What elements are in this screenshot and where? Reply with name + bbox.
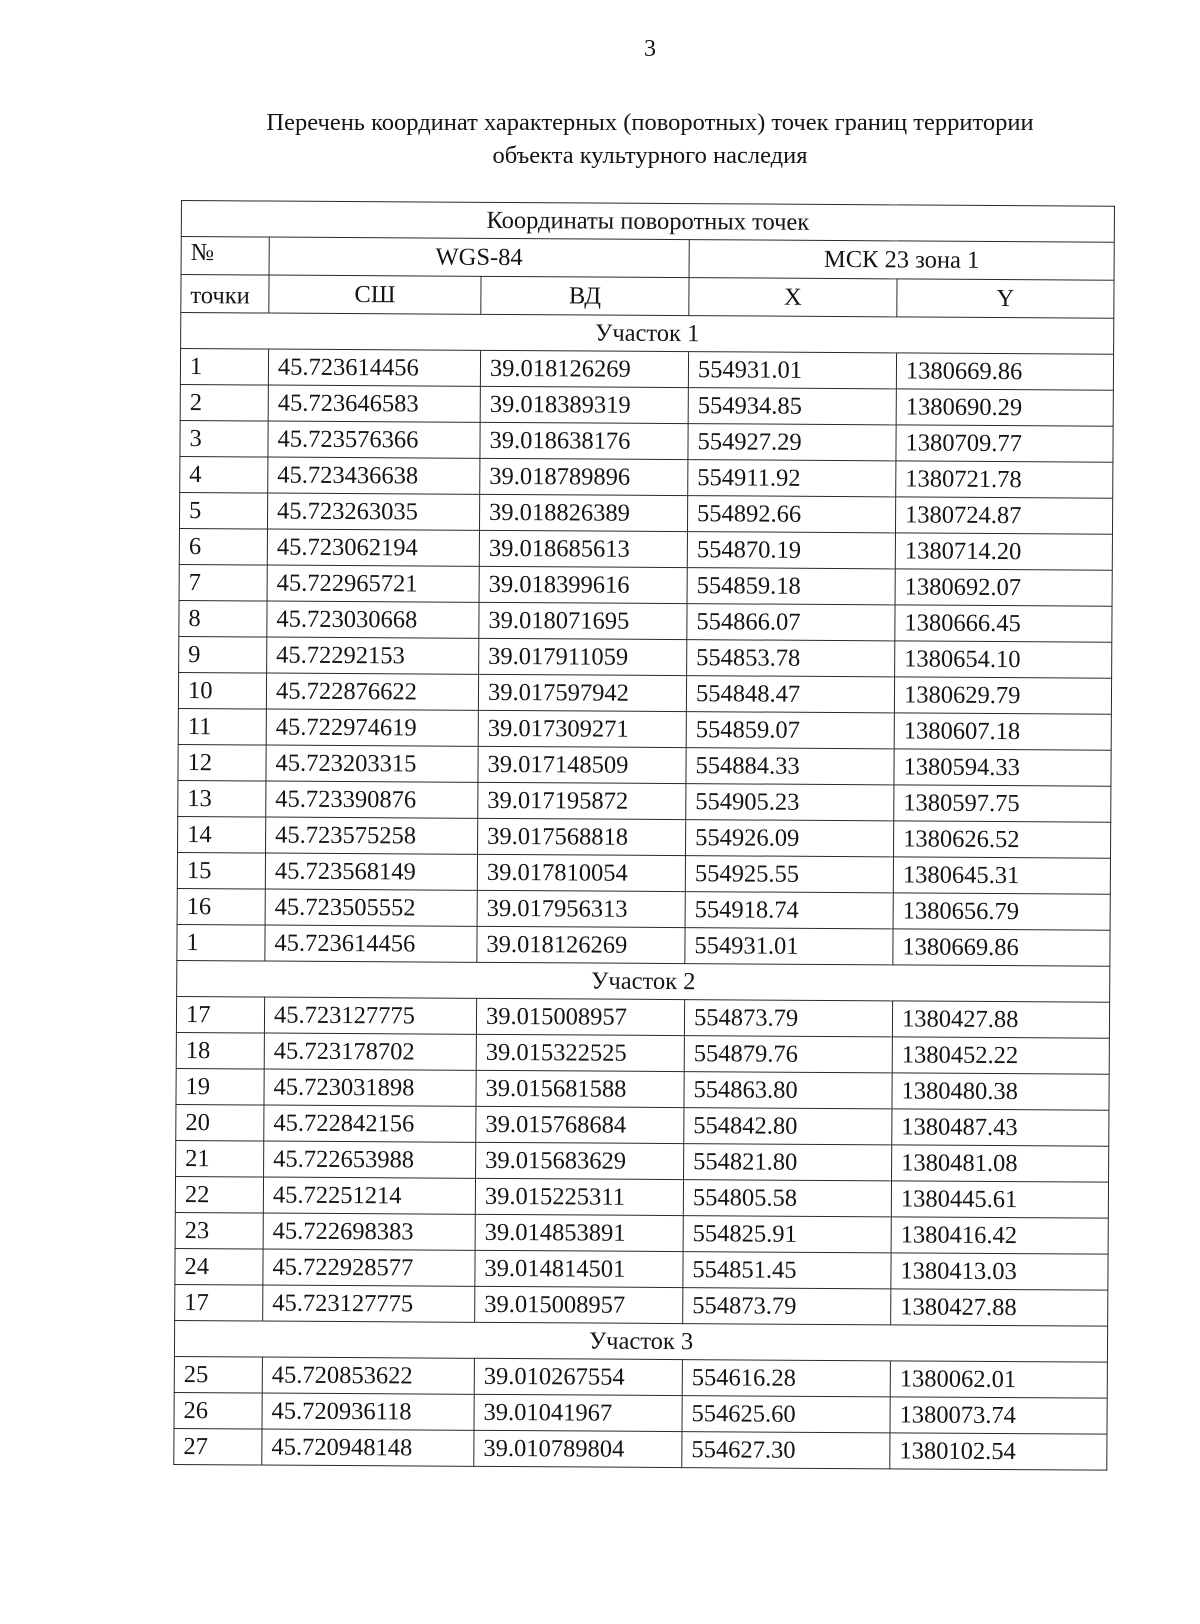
latitude-cell: 45.723575258 [266,817,478,854]
table-row [180,456,1113,498]
y-coordinate-cell: 1380709.77 [896,425,1113,462]
latitude-cell: 45.723390876 [266,781,478,818]
x-coordinate-cell: 554870.19 [687,532,895,569]
point-number-cell: 8 [179,600,267,637]
latitude-cell: 45.722842156 [264,1105,476,1142]
point-number-cell: 17 [176,996,264,1033]
table-row [178,780,1111,822]
longitude-cell: 39.010789804 [474,1430,682,1467]
page-number: 3 [644,36,656,62]
table-row [178,708,1111,750]
x-coordinate-cell: 554848.47 [686,676,894,713]
table-row [176,996,1109,1038]
x-coordinate-cell: 554931.01 [685,928,893,965]
section-title: Участок 2 [177,960,1110,1002]
latitude-cell: 45.723568149 [265,853,477,890]
wgs84-group-header: WGS-84 [269,237,689,278]
longitude-cell: 39.014853891 [475,1214,683,1251]
coordinates-table [173,200,1115,1471]
longitude-cell: 39.017309271 [478,710,686,747]
point-number-cell: 6 [179,528,267,565]
table-row [180,349,1113,391]
table-row [178,672,1111,714]
y-header: Y [897,279,1114,318]
x-coordinate-cell: 554927.29 [688,424,896,461]
y-coordinate-cell: 1380102.54 [890,1433,1107,1470]
y-coordinate-cell: 1380666.45 [895,605,1112,642]
longitude-cell: 39.017911059 [479,638,687,675]
x-coordinate-cell: 554911.92 [688,460,896,497]
y-coordinate-cell: 1380416.42 [891,1217,1108,1254]
x-coordinate-cell: 554616.28 [682,1360,890,1397]
latitude-cell: 45.723203315 [266,745,478,782]
y-coordinate-cell: 1380645.31 [893,857,1110,894]
y-coordinate-cell: 1380452.22 [892,1037,1109,1074]
msk23-group-header: МСК 23 зона 1 [689,240,1114,281]
document-title [170,106,1130,172]
point-number-cell: 13 [178,780,266,817]
title-line-1: Перечень координат характерных (поворотных) точек границ территории [266,109,1034,136]
section-title: Участок 3 [174,1320,1107,1362]
point-number-cell: 14 [178,816,266,853]
longitude-cell: 39.015225311 [475,1178,683,1215]
latitude-cell: 45.722698383 [263,1213,475,1250]
x-coordinate-cell: 554805.58 [683,1180,891,1217]
x-coordinate-cell: 554863.80 [684,1072,892,1109]
x-coordinate-cell: 554892.66 [687,496,895,533]
table-row [175,1176,1108,1218]
longitude-cell: 39.018789896 [480,458,688,495]
y-coordinate-cell: 1380481.08 [892,1145,1109,1182]
y-coordinate-cell: 1380413.03 [891,1253,1108,1290]
longitude-cell: 39.015683629 [476,1142,684,1179]
x-coordinate-cell: 554825.91 [683,1216,891,1253]
point-number-header-bottom: точки [181,275,269,314]
table-row [179,636,1112,678]
latitude-cell: 45.723614456 [268,349,480,386]
longitude-cell: 39.018071695 [479,602,687,639]
longitude-cell: 39.01041967 [474,1394,682,1431]
latitude-cell: 45.723505552 [265,889,477,926]
table-body [174,313,1114,1471]
longitude-cell: 39.018126269 [480,350,688,387]
x-coordinate-cell: 554859.18 [687,568,895,605]
point-number-cell: 26 [174,1392,262,1429]
table-row [174,1428,1107,1470]
point-number-cell: 18 [176,1032,264,1069]
x-coordinate-cell: 554931.01 [688,352,896,389]
longitude-cell: 39.015681588 [476,1070,684,1107]
longitude-cell: 39.018399616 [479,566,687,603]
x-coordinate-cell: 554879.76 [684,1036,892,1073]
table-row [176,1104,1109,1146]
x-header: X [689,278,897,317]
y-coordinate-cell: 1380690.29 [896,389,1113,426]
y-coordinate-cell: 1380629.79 [894,677,1111,714]
longitude-cell: 39.017597942 [478,674,686,711]
table-row [177,888,1110,930]
latitude-cell: 45.723646583 [268,385,480,422]
x-coordinate-cell: 554859.07 [686,712,894,749]
y-coordinate-cell: 1380656.79 [893,893,1110,930]
x-coordinate-cell: 554625.60 [682,1396,890,1433]
table-row [178,816,1111,858]
longitude-cell: 39.018826389 [479,494,687,531]
latitude-cell: 45.720853622 [262,1357,474,1394]
point-number-cell: 1 [177,924,265,961]
point-number-cell: 20 [176,1104,264,1141]
y-coordinate-cell: 1380654.10 [895,641,1112,678]
table-row [179,492,1112,534]
point-number-header-top: № [181,237,269,276]
point-number-cell: 4 [180,456,268,493]
point-number-cell: 7 [179,564,267,601]
table-row [174,1356,1107,1398]
latitude-cell: 45.723031898 [264,1069,476,1106]
longitude-cell: 39.017810054 [477,854,685,891]
y-coordinate-cell: 1380427.88 [891,1289,1108,1326]
x-coordinate-cell: 554918.74 [685,892,893,929]
y-coordinate-cell: 1380714.20 [895,533,1112,570]
latitude-cell: 45.723263035 [267,493,479,530]
y-coordinate-cell: 1380594.33 [894,749,1111,786]
point-number-cell: 15 [177,852,265,889]
table-header [181,201,1115,319]
table-caption: Координаты поворотных точек [181,201,1114,243]
table-row [177,852,1110,894]
point-number-cell: 12 [178,744,266,781]
latitude-cell: 45.72251214 [263,1177,475,1214]
point-number-cell: 27 [174,1428,262,1465]
longitude-cell: 39.010267554 [474,1358,682,1395]
y-coordinate-cell: 1380427.88 [892,1001,1109,1038]
latitude-cell: 45.720936118 [262,1393,474,1430]
longitude-cell: 39.017195872 [478,782,686,819]
x-coordinate-cell: 554821.80 [684,1144,892,1181]
latitude-cell: 45.723062194 [267,529,479,566]
table-row [175,1248,1108,1290]
x-coordinate-cell: 554873.79 [683,1288,891,1325]
point-number-cell: 17 [175,1284,263,1321]
point-number-cell: 1 [180,349,268,386]
y-coordinate-cell: 1380669.86 [893,929,1110,966]
table-row [176,1032,1109,1074]
latitude-cell: 45.720948148 [262,1429,474,1466]
table-row [179,600,1112,642]
table-row [174,1392,1107,1434]
table-row [176,1068,1109,1110]
title-line-2: объекта культурного наследия [492,142,808,169]
x-coordinate-cell: 554853.78 [687,640,895,677]
section-header-row [181,313,1114,355]
longitude-cell: 39.018389319 [480,386,688,423]
latitude-cell: 45.722974619 [266,709,478,746]
longitude-cell: 39.015008957 [476,998,684,1035]
section-title: Участок 1 [181,313,1114,355]
point-number-cell: 21 [176,1140,264,1177]
point-number-cell: 24 [175,1248,263,1285]
table-row [180,384,1113,426]
latitude-cell: 45.722876622 [266,673,478,710]
table-row [177,924,1110,966]
y-coordinate-cell: 1380073.74 [890,1397,1107,1434]
point-number-cell: 5 [179,492,267,529]
x-coordinate-cell: 554873.79 [684,1000,892,1037]
x-coordinate-cell: 554926.09 [686,820,894,857]
table-row [175,1212,1108,1254]
y-coordinate-cell: 1380626.52 [894,821,1111,858]
y-coordinate-cell: 1380445.61 [891,1181,1108,1218]
point-number-cell: 11 [178,708,266,745]
table-row [180,420,1113,462]
x-coordinate-cell: 554866.07 [687,604,895,641]
section-header-row [174,1320,1107,1362]
latitude-cell: 45.722653988 [264,1141,476,1178]
longitude-cell: 39.018126269 [477,926,685,963]
latitude-cell: 45.723127775 [264,997,476,1034]
y-coordinate-cell: 1380480.38 [892,1073,1109,1110]
latitude-cell: 45.722965721 [267,565,479,602]
x-coordinate-cell: 554851.45 [683,1252,891,1289]
point-number-cell: 10 [178,672,266,709]
x-coordinate-cell: 554842.80 [684,1108,892,1145]
latitude-cell: 45.723030668 [267,601,479,638]
latitude-cell: 45.723436638 [268,457,480,494]
longitude-cell: 39.017568818 [478,818,686,855]
y-coordinate-cell: 1380669.86 [896,353,1113,390]
y-coordinate-cell: 1380607.18 [894,713,1111,750]
latitude-cell: 45.723614456 [265,925,477,962]
point-number-cell: 16 [177,888,265,925]
longitude-cell: 39.015008957 [475,1286,683,1323]
y-coordinate-cell: 1380692.07 [895,569,1112,606]
latitude-cell: 45.72292153 [267,637,479,674]
latitude-cell: 45.722928577 [263,1249,475,1286]
x-coordinate-cell: 554925.55 [685,856,893,893]
longitude-cell: 39.017956313 [477,890,685,927]
y-coordinate-cell: 1380721.78 [896,461,1113,498]
y-coordinate-cell: 1380062.01 [890,1361,1107,1398]
longitude-cell: 39.015768684 [476,1106,684,1143]
x-coordinate-cell: 554934.85 [688,388,896,425]
point-number-cell: 19 [176,1068,264,1105]
y-coordinate-cell: 1380597.75 [894,785,1111,822]
point-number-cell: 22 [175,1176,263,1213]
longitude-cell: 39.017148509 [478,746,686,783]
point-number-cell: 25 [174,1356,262,1393]
y-coordinate-cell: 1380487.43 [892,1109,1109,1146]
table-row [179,564,1112,606]
longitude-cell: 39.018685613 [479,530,687,567]
table-row [176,1140,1109,1182]
x-coordinate-cell: 554905.23 [686,784,894,821]
table-row [178,744,1111,786]
y-coordinate-cell: 1380724.87 [895,497,1112,534]
table-row [179,528,1112,570]
latitude-cell: 45.723178702 [264,1033,476,1070]
latitude-cell: 45.723127775 [263,1285,475,1322]
point-number-cell: 9 [179,636,267,673]
latitude-cell: 45.723576366 [268,421,480,458]
longitude-cell: 39.015322525 [476,1034,684,1071]
point-number-cell: 23 [175,1212,263,1249]
longitude-cell: 39.018638176 [480,422,688,459]
point-number-cell: 2 [180,384,268,421]
longitude-cell: 39.014814501 [475,1250,683,1287]
table-row [175,1284,1108,1326]
longitude-header: ВД [481,276,689,315]
x-coordinate-cell: 554884.33 [686,748,894,785]
x-coordinate-cell: 554627.30 [682,1432,890,1469]
latitude-header: СШ [269,275,481,314]
section-header-row [177,960,1110,1002]
point-number-cell: 3 [180,420,268,457]
